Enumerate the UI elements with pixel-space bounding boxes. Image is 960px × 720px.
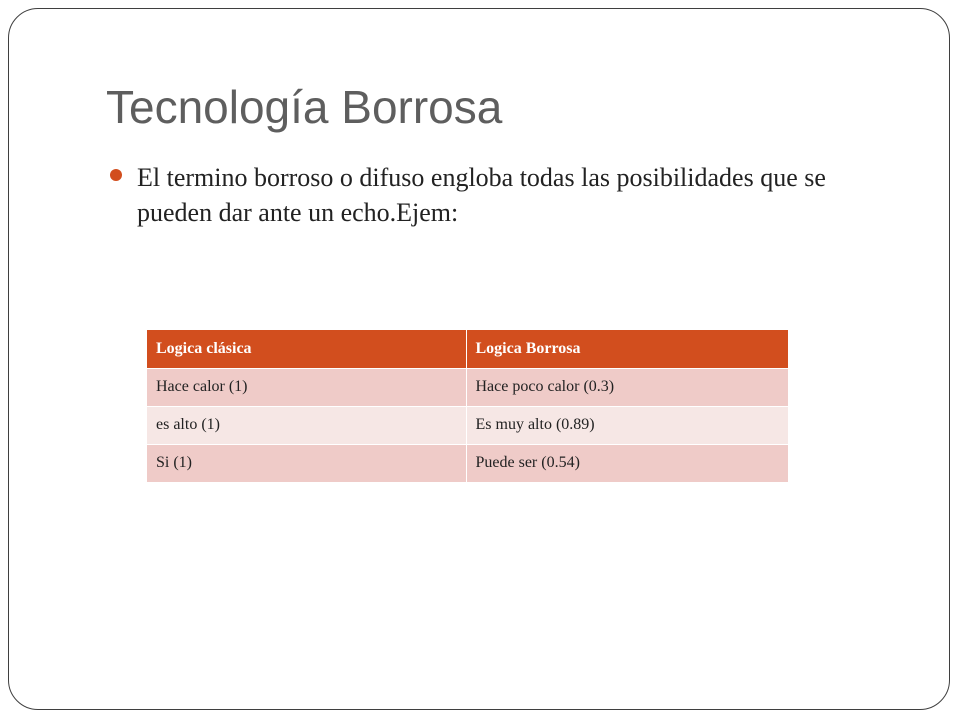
bullet-dot-icon [110,169,122,181]
slide-title: Tecnología Borrosa [106,81,503,133]
comparison-table [147,330,788,482]
table-row [147,368,788,406]
table-header-row [147,330,788,368]
bullet-text: El termino borroso o difuso engloba todas las posibilidades que se pueden dar ante un echo.Ejem: [137,163,826,227]
table-cell: Hace calor (1) [147,368,466,406]
table-cell: Es muy alto (0.89) [466,406,788,444]
table-header-cell: Logica clásica [147,330,466,368]
table-cell: es alto (1) [147,406,466,444]
table-row [147,406,788,444]
table-cell: Hace poco calor (0.3) [466,368,788,406]
table-cell: Puede ser (0.54) [466,444,788,482]
table-row [147,444,788,482]
table-header-cell: Logica Borrosa [466,330,788,368]
bullet-item [106,160,896,230]
table-cell: Si (1) [147,444,466,482]
